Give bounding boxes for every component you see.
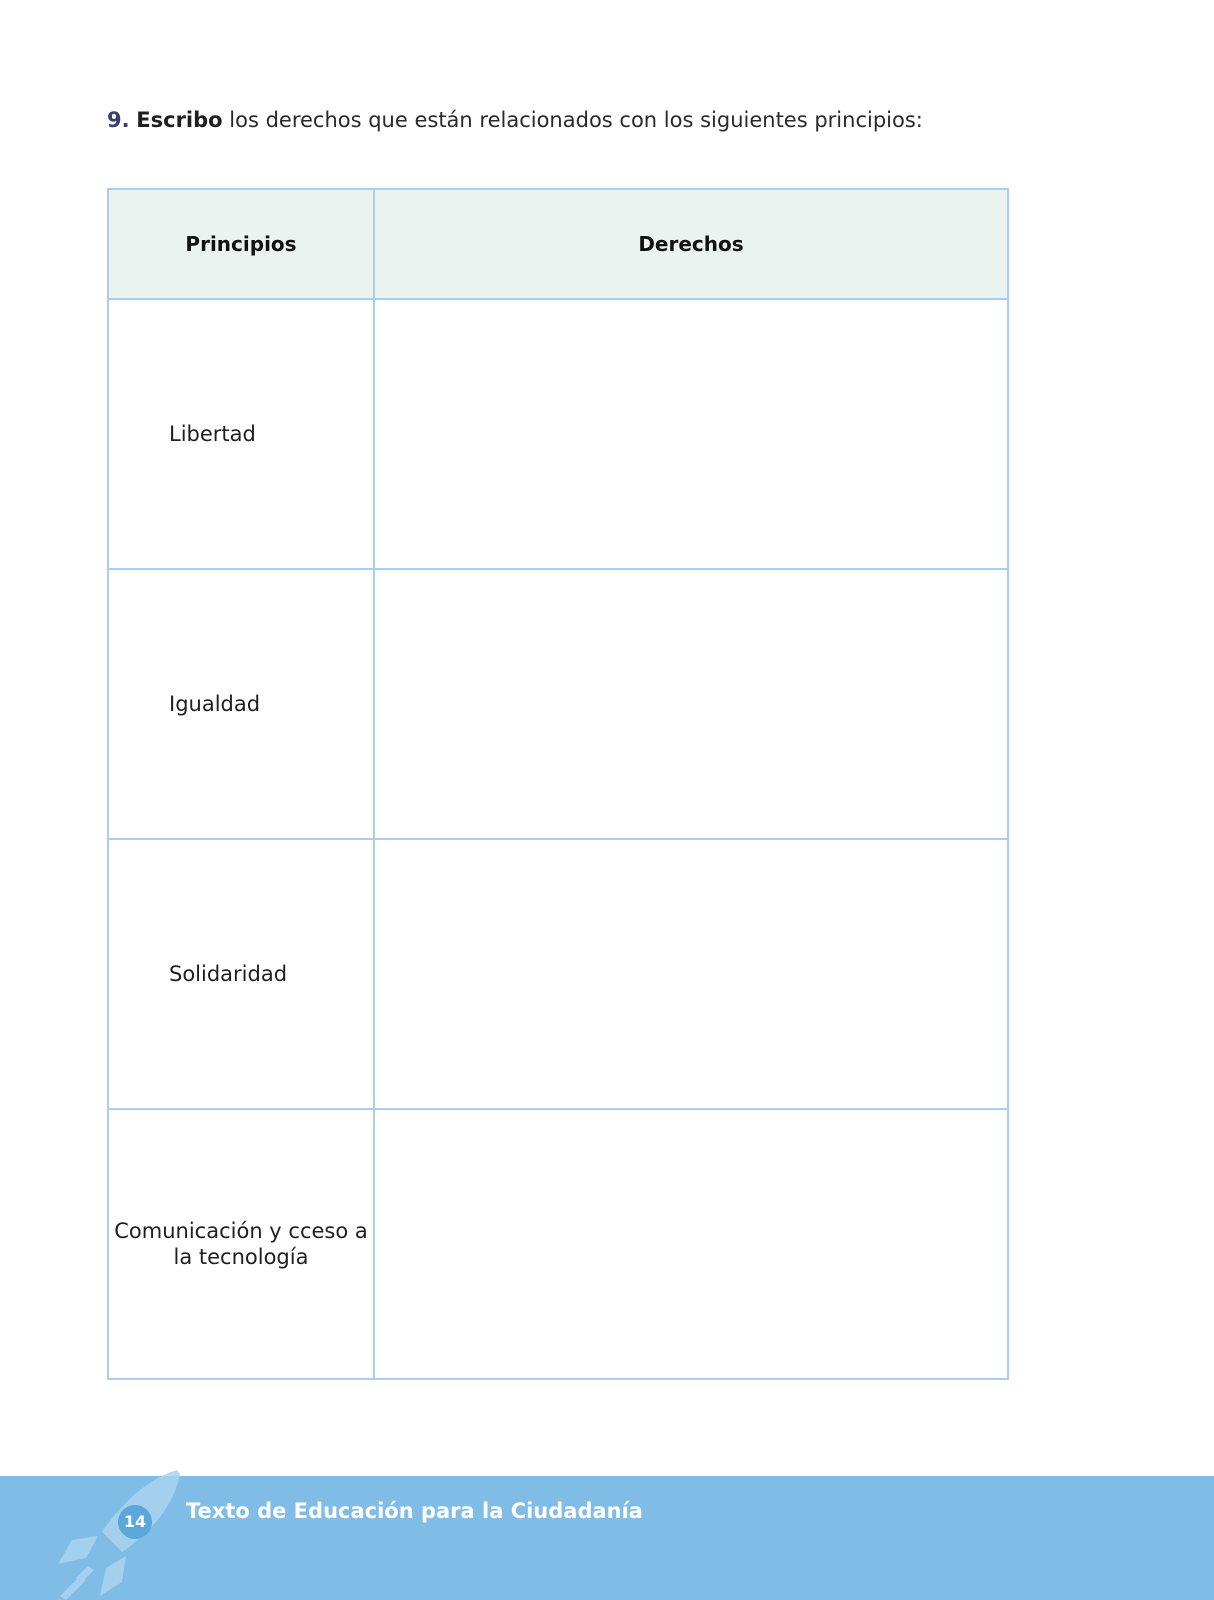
- table-row: [108, 569, 1008, 839]
- principle-cell: Solidaridad: [108, 839, 374, 1109]
- principle-cell: Igualdad: [108, 569, 374, 839]
- rights-answer-cell[interactable]: [374, 1109, 1008, 1379]
- footer-book-title: Texto de Educación para la Ciudadanía: [186, 1499, 643, 1523]
- header-derechos: Derechos: [374, 189, 1008, 299]
- table-header-row: [108, 189, 1008, 299]
- exercise-verb: Escribo: [136, 108, 223, 132]
- exercise-number: 9.: [107, 108, 130, 132]
- exercise-text: los derechos que están relacionados con los siguientes principios:: [222, 108, 923, 132]
- table-row: [108, 299, 1008, 569]
- principle-cell: Libertad: [108, 299, 374, 569]
- principles-rights-table: [107, 188, 1009, 1380]
- header-principios: Principios: [108, 189, 374, 299]
- principle-cell: Comunicación y cceso a la tecnología: [108, 1109, 374, 1379]
- table-row: [108, 1109, 1008, 1379]
- rights-answer-cell[interactable]: [374, 569, 1008, 839]
- rights-answer-cell[interactable]: [374, 299, 1008, 569]
- rights-answer-cell[interactable]: [374, 839, 1008, 1109]
- rocket-icon: [52, 1470, 192, 1600]
- exercise-instruction: [107, 108, 923, 132]
- page-number-badge: 14: [118, 1505, 152, 1539]
- table-row: [108, 839, 1008, 1109]
